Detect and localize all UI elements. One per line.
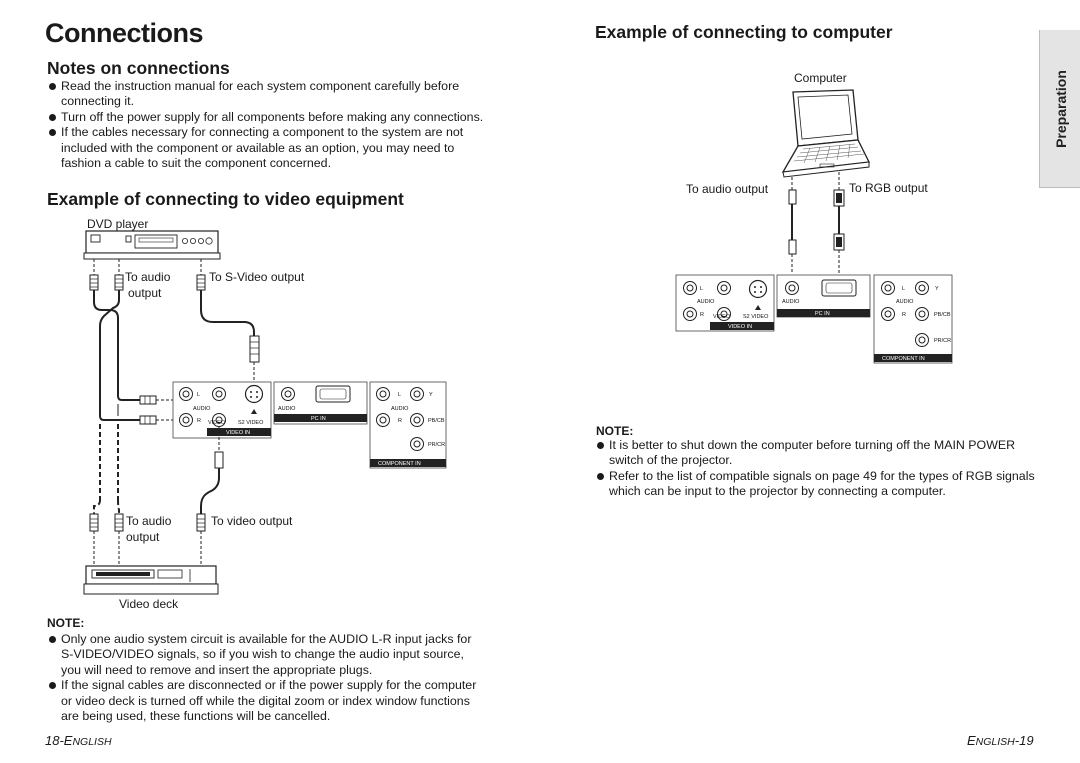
computer-note-title: NOTE: <box>596 424 634 438</box>
to-audio-output-bottom-label-line1: To audio <box>126 514 172 528</box>
dvd-player-label: DVD player <box>87 217 149 231</box>
panel-label-audio-2: AUDIO <box>697 299 715 305</box>
computer-section-heading: Example of connecting to computer <box>595 22 893 42</box>
video-deck-label: Video deck <box>119 597 179 611</box>
panel-label-audio-comp: AUDIO <box>391 406 409 412</box>
notes-bullet: If the cables necessary for connecting a component to the system are not included with the component or available as an option, you may need to fashion a cable to suit the component concerned. <box>47 125 487 171</box>
panel-label-s2video-2: S2 VIDEO <box>743 314 769 320</box>
to-audio-output-top-label-line2: output <box>128 286 162 300</box>
computer-note-bullet: It is better to shut down the computer before turning off the MAIN POWER switch of the projector. <box>595 438 1035 469</box>
panel-label-audio-pc: AUDIO <box>278 406 296 412</box>
panel-label-r-comp-2: R <box>902 312 906 318</box>
footer-right-word-rest: NGLISH <box>975 736 1015 748</box>
video-section-heading: Example of connecting to video equipment <box>47 189 404 209</box>
to-audio-output-label: To audio output <box>686 182 769 196</box>
panel-label-l-comp-2: L <box>902 286 906 292</box>
panel-label-video-in: VIDEO IN <box>226 430 251 436</box>
panel-label-audio-comp-2: AUDIO <box>896 299 914 305</box>
computer-note-list <box>595 438 1035 500</box>
to-audio-output-top-label-line1: To audio <box>125 270 171 284</box>
panel-label-pb: PB/CB <box>428 418 445 424</box>
notes-bullet: Turn off the power supply for all components before making any connections. <box>47 110 487 125</box>
video-note-title: NOTE: <box>47 616 85 630</box>
panel-label-video-in-2: VIDEO IN <box>728 324 753 330</box>
page-title: Connections <box>45 18 204 48</box>
notes-bullet: Read the instruction manual for each system component carefully before connecting it. <box>47 79 487 110</box>
panel-label-r-2: R <box>700 312 704 318</box>
panel-label-l-2: L <box>700 286 704 292</box>
panel-label-l: L <box>197 392 201 398</box>
panel-label-audio-pc-2: AUDIO <box>782 299 800 305</box>
panel-label-audio: AUDIO <box>193 406 211 412</box>
panel-label-pr: PR/CR <box>428 442 446 448</box>
to-audio-output-bottom-label-line2: output <box>126 530 160 544</box>
panel-label-video: VIDEO <box>208 420 226 426</box>
laptop-illustration <box>783 90 869 177</box>
panel-label-pb-2: PB/CB <box>934 312 951 318</box>
notes-heading: Notes on connections <box>47 58 230 78</box>
footer-right-number: -19 <box>1014 733 1034 748</box>
to-video-output-label: To video output <box>211 514 293 528</box>
video-note-bullet: Only one audio system circuit is available for the AUDIO L-R input jacks for S-VIDEO/VIDEO signals, so if you wish to change the audio input source, you will need to remove and insert the appropriate plugs. <box>47 632 477 678</box>
footer-left-word-initial: E <box>63 733 73 748</box>
panel-label-component-in-2: COMPONENT IN <box>882 356 925 362</box>
panel-label-r: R <box>197 418 201 424</box>
panel-label-pc-in-2: PC IN <box>815 311 830 317</box>
to-svideo-output-label: To S-Video output <box>209 270 305 284</box>
panel-label-r-comp: R <box>398 418 402 424</box>
panel-label-pr-2: PR/CR <box>934 338 952 344</box>
footer-right-page <box>967 733 1034 748</box>
panel-label-s2video: S2 VIDEO <box>238 420 264 426</box>
panel-label-video-2: VIDEO <box>713 314 731 320</box>
footer-right-word-initial: E <box>967 733 976 748</box>
section-tab-label: Preparation <box>1052 69 1069 148</box>
panel-label-component-in: COMPONENT IN <box>378 461 421 467</box>
panel-label-pc-in: PC IN <box>311 416 326 422</box>
footer-left-word-rest: NGLISH <box>72 736 112 748</box>
panel-label-y-2: Y <box>935 286 939 292</box>
panel-label-y: Y <box>429 392 433 398</box>
footer-left-number: 18- <box>45 733 64 748</box>
video-note-bullet: If the signal cables are disconnected or if the power supply for the computer or video deck is turned off while the digital zoom or index window functions are being used, these functions will be cancelled. <box>47 678 477 724</box>
computer-note-bullet: Refer to the list of compatible signals on page 49 for the types of RGB signals which can be input to the projector by connecting a computer. <box>595 469 1035 500</box>
to-rgb-output-label: To RGB output <box>849 181 928 195</box>
computer-label: Computer <box>794 71 847 85</box>
projector-panel-computer <box>676 275 952 363</box>
panel-label-l-comp: L <box>398 392 402 398</box>
